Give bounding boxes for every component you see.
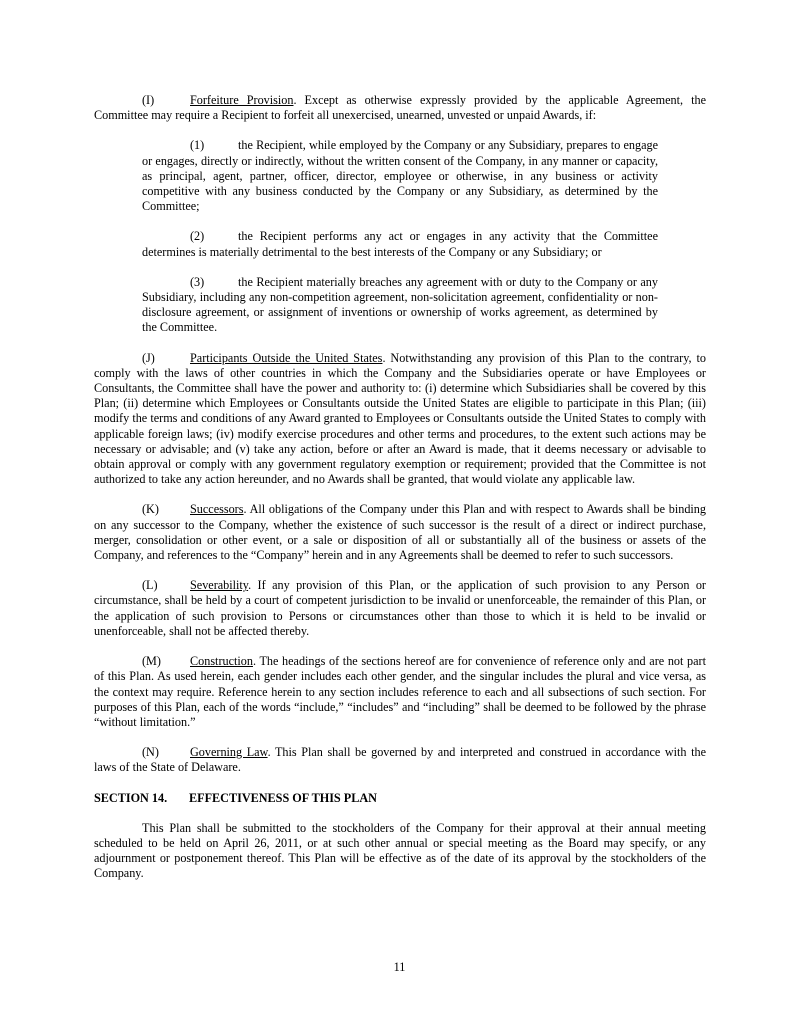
subitem-tag: (2)	[190, 229, 205, 244]
subitem-text: the Recipient materially breaches any agreement with or duty to the Company or any Subsidiary, including any non-competition agreement, non-solicitation agreement, confidentiality or non-disclosure agreement, or assignment of inventions or ownership of works agreement, as determined by the Committee.	[142, 274, 658, 335]
section-heading	[94, 791, 706, 806]
item-text: . This Plan shall be governed by and interpreted and construed in accordance with the laws of the State of Delaware.	[94, 745, 706, 775]
item-text: . If any provision of this Plan, or the application of such provision to any Person or circumstance, shall be held by a court of competent jurisdiction to be invalid or unenforceable, the remainder of this Plan, or the application of such provision to Persons or circumstances other than those to which it is held to be invalid or unenforceable, shall not be affected thereby.	[94, 578, 706, 638]
paragraph-severability	[94, 578, 706, 639]
item-heading: Governing Law	[190, 745, 268, 760]
subitem-tag: (3)	[190, 274, 205, 289]
item-heading: Forfeiture Provision	[190, 93, 294, 107]
item-tag: (K)	[142, 502, 159, 517]
subitem-text: the Recipient performs any act or engages in any activity that the Committee determines is materially detrimental to the best interests of the Company or any Subsidiary; or	[142, 229, 658, 259]
subparagraph-1	[142, 138, 658, 214]
page-number: 11	[393, 960, 406, 974]
document-page	[94, 93, 706, 897]
item-text: . The headings of the sections hereof are for convenience of reference only and are not part of this Plan. As used herein, each gender includes each other gender, and the singular includes the plural and vice versa, as the context may require. Reference herein to any section includes reference to each and all subsections of such section. For purposes of this Plan, each of the words “include,” “includes” and “including” shall be deemed to be followed by the phrase “without limitation.”	[94, 654, 706, 729]
section-body: This Plan shall be submitted to the stockholders of the Company for their approval at their annual meeting scheduled to be held on April 26, 2011, or at such other annual or special meeting as the Board may specify, or any adjournment or postponement thereof. This Plan will be effective as of the date of its approval by the stockholders of the Company.	[94, 820, 706, 881]
item-text: . All obligations of the Company under this Plan and with respect to Awards shall be binding on any successor to the Company, whether the existence of such successor is the result of a direct or indirect purchase, merger, consolidation or other event, or a sale or disposition of all or substantially all of the business or assets of the Company, and references to the “Company” herein and in any Agreements shall be deemed to refer to such successors.	[94, 502, 706, 563]
item-tag: (N)	[142, 745, 159, 760]
subparagraph-3	[142, 275, 658, 336]
section-title: EFFECTIVENESS OF THIS PLAN	[189, 790, 377, 805]
paragraph-participants	[94, 351, 706, 488]
paragraph-forfeiture	[94, 93, 706, 123]
item-text: . Except as otherwise expressly provided by the applicable Agreement, the Committee may require a Recipient to forfeit all unexercised, unearned, unvested or unpaid Awards, if:	[94, 93, 706, 123]
item-tag: (L)	[142, 578, 158, 593]
paragraph-construction	[94, 654, 706, 730]
subitem-tag: (1)	[190, 138, 205, 153]
paragraph-successors	[94, 502, 706, 563]
subparagraph-2	[142, 229, 658, 259]
item-heading: Severability	[190, 578, 249, 593]
item-tag: (I)	[142, 93, 155, 107]
section-number: SECTION 14.	[94, 790, 168, 805]
item-tag: (J)	[142, 350, 155, 365]
item-tag: (M)	[142, 654, 161, 669]
paragraph-governing-law	[94, 745, 706, 775]
item-heading: Construction	[190, 654, 253, 669]
subitem-text: the Recipient, while employed by the Company or any Subsidiary, prepares to engage or engages, directly or indirectly, without the written consent of the Company, in any manner or capacity, as principal, agent, partner, officer, director, employee or otherwise, in any business or activity competitive with any business conducted by the Company or any Subsidiary, as determined by the Committee;	[142, 138, 658, 214]
item-heading: Participants Outside the United States	[190, 350, 383, 365]
item-heading: Successors	[190, 502, 244, 517]
item-text: . Notwithstanding any provision of this Plan to the contrary, to comply with the laws of other countries in which the Company and the Subsidiaries operate or have Employees or Consultants, the Committee shall have the power and authority to: (i) determine which Subsidiaries shall be covered by this Plan; (ii) determine which Employees or Consultants outside the United States are eligible to participate in this Plan; (iii) modify the terms and conditions of any Award granted to Employees or Consultants outside the United States to comply with applicable foreign laws; (iv) modify exercise procedures and other terms and procedures, to the extent such actions may be necessary or advisable; and (v) take any action, before or after an Award is made, that it deems necessary or advisable to obtain approval or comply with any government regulatory exemption or requirement; provided that the Committee is not authorized to take any action hereunder, and no Awards shall be granted, that would violate any applicable law.	[94, 350, 707, 487]
